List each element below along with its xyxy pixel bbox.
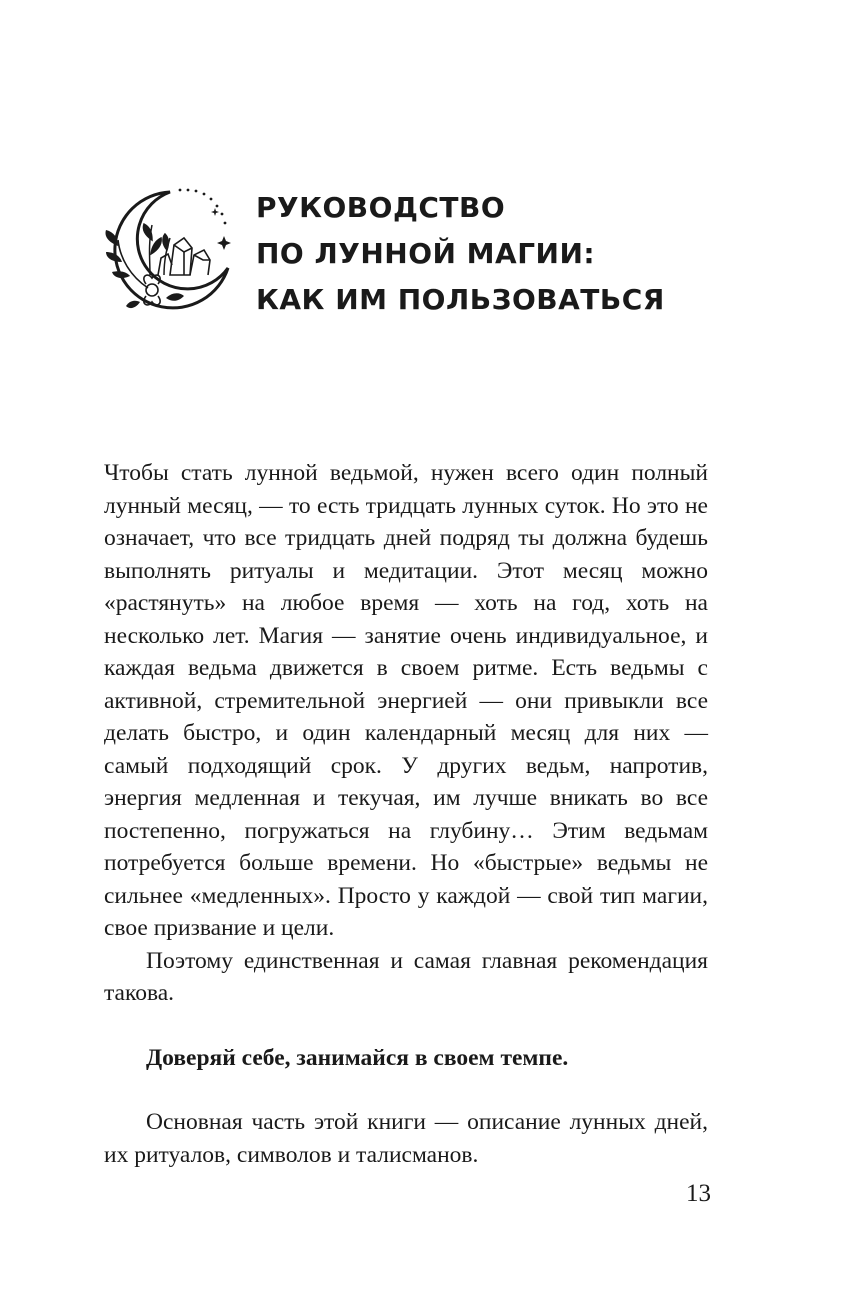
chapter-title-line-2: ПО ЛУННОЙ МАГИИ:	[256, 237, 596, 270]
emphasis-line: Доверяй себе, занимайся в своем темпе.	[146, 1044, 569, 1071]
body-paragraph-3: Основная часть этой книги — описание лунных дней, их ритуалов, символов и талисманов.	[104, 1109, 708, 1168]
chapter-title-line-1: РУКОВОДСТВО	[256, 191, 506, 224]
body-paragraph-1: Чтобы стать лунной ведьмой, нужен всего один полный лунный месяц, — то есть тридцать лунных суток. Но это не означает, что все тридцать дней подряд ты должна будешь выполнять ритуалы и медитации. Этот месяц можно «растянуть» на любое время — хоть на год, хоть на несколько лет. Магия — занятие очень индивидуальное, и каждая ведьма движется в своем ритме. Есть ведьмы с активной, стремительной энергией — они привыкли все делать быстро, и один календарный месяц для них — самый подходящий срок. У других ведьм, напротив, энергия медленная и текучая, им лучше вникать во все постепенно, погружаться на глубину… Этим ведьмам потребуется больше времени. Но «быстрые» ведьмы не сильнее «медленных». Просто у каждой — свой тип магии, свое призвание и цели.	[104, 460, 708, 941]
body-text	[104, 457, 708, 1171]
chapter-title	[256, 185, 665, 323]
chapter-title-line-3: КАК ИМ ПОЛЬЗОВАТЬСЯ	[256, 283, 665, 316]
body-paragraph-2: Поэтому единственная и самая главная рекомендация такова.	[104, 947, 708, 1006]
crescent-moon-crystals-icon	[100, 180, 240, 315]
page-number: 13	[686, 1180, 711, 1207]
